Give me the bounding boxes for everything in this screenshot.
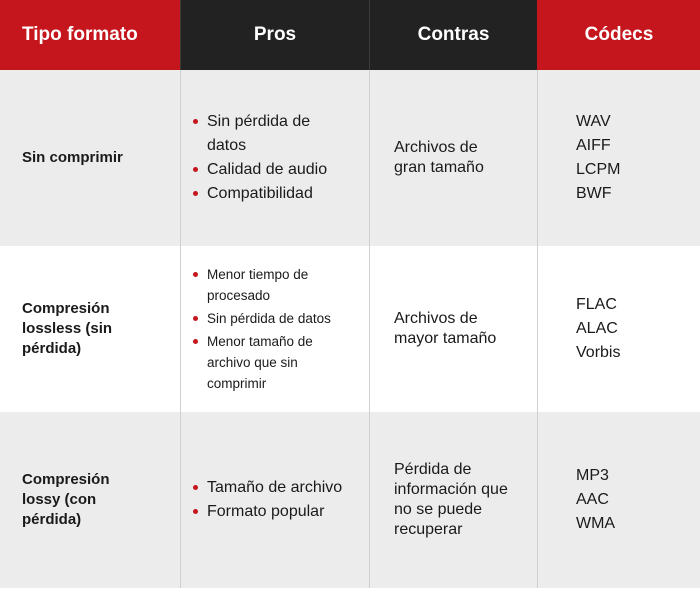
- pros-item: Sin pérdida de datos: [193, 110, 327, 158]
- pros-item: Calidad de audio: [193, 158, 327, 182]
- codecs-cell: [537, 412, 700, 588]
- codecs-cell: [537, 246, 700, 412]
- pros-list: [193, 110, 327, 206]
- header-contras: Contras: [369, 0, 537, 70]
- codec-item: Vorbis: [576, 344, 621, 361]
- pros-list: [193, 476, 342, 524]
- contras-cell: [369, 246, 537, 412]
- row-label-text: Compresión lossless (sin pérdida): [22, 300, 113, 357]
- codec-item: FLAC: [576, 296, 617, 313]
- row-label: [0, 412, 180, 588]
- header-tipo-formato: Tipo formato: [0, 0, 180, 70]
- contras-text: Archivos de gran tamaño: [394, 139, 484, 176]
- contras-text: Pérdida de información que no se puede recuperar: [394, 461, 508, 538]
- page-bottom-margin: [0, 588, 700, 600]
- header-pros: Pros: [180, 0, 369, 70]
- pros-item: Menor tamaño de archivo que sin comprimir: [193, 331, 342, 394]
- codecs-cell: [537, 70, 700, 246]
- codecs-list: [576, 293, 620, 365]
- row-label: [0, 246, 180, 412]
- pros-item: Tamaño de archivo: [193, 476, 342, 500]
- contras-text: Archivos de mayor tamaño: [394, 310, 497, 347]
- row-label: Sin comprimir: [0, 70, 180, 246]
- codec-item: ALAC: [576, 320, 618, 337]
- contras-cell: [369, 70, 537, 246]
- pros-list: [193, 262, 342, 396]
- codec-item: WAV: [576, 113, 611, 130]
- header-codecs: Códecs: [537, 0, 700, 70]
- pros-item: Menor tiempo de procesado: [193, 264, 337, 306]
- codec-item: MP3: [576, 467, 609, 484]
- pros-item: Sin pérdida de datos: [193, 308, 342, 329]
- pros-cell: [180, 412, 369, 588]
- codec-item: BWF: [576, 185, 612, 202]
- codecs-list: [576, 110, 620, 206]
- codec-item: LCPM: [576, 161, 621, 178]
- codecs-list: [576, 464, 615, 536]
- codec-item: AAC: [576, 491, 609, 508]
- pros-item: Compatibilidad: [193, 182, 327, 206]
- row-label-text: Compresión lossy (con pérdida): [22, 471, 110, 528]
- pros-cell: [180, 70, 369, 246]
- contras-cell: [369, 412, 537, 588]
- codec-item: WMA: [576, 515, 616, 532]
- codec-item: AIFF: [576, 137, 611, 154]
- pros-item: Formato popular: [193, 500, 342, 524]
- pros-cell: [180, 246, 369, 412]
